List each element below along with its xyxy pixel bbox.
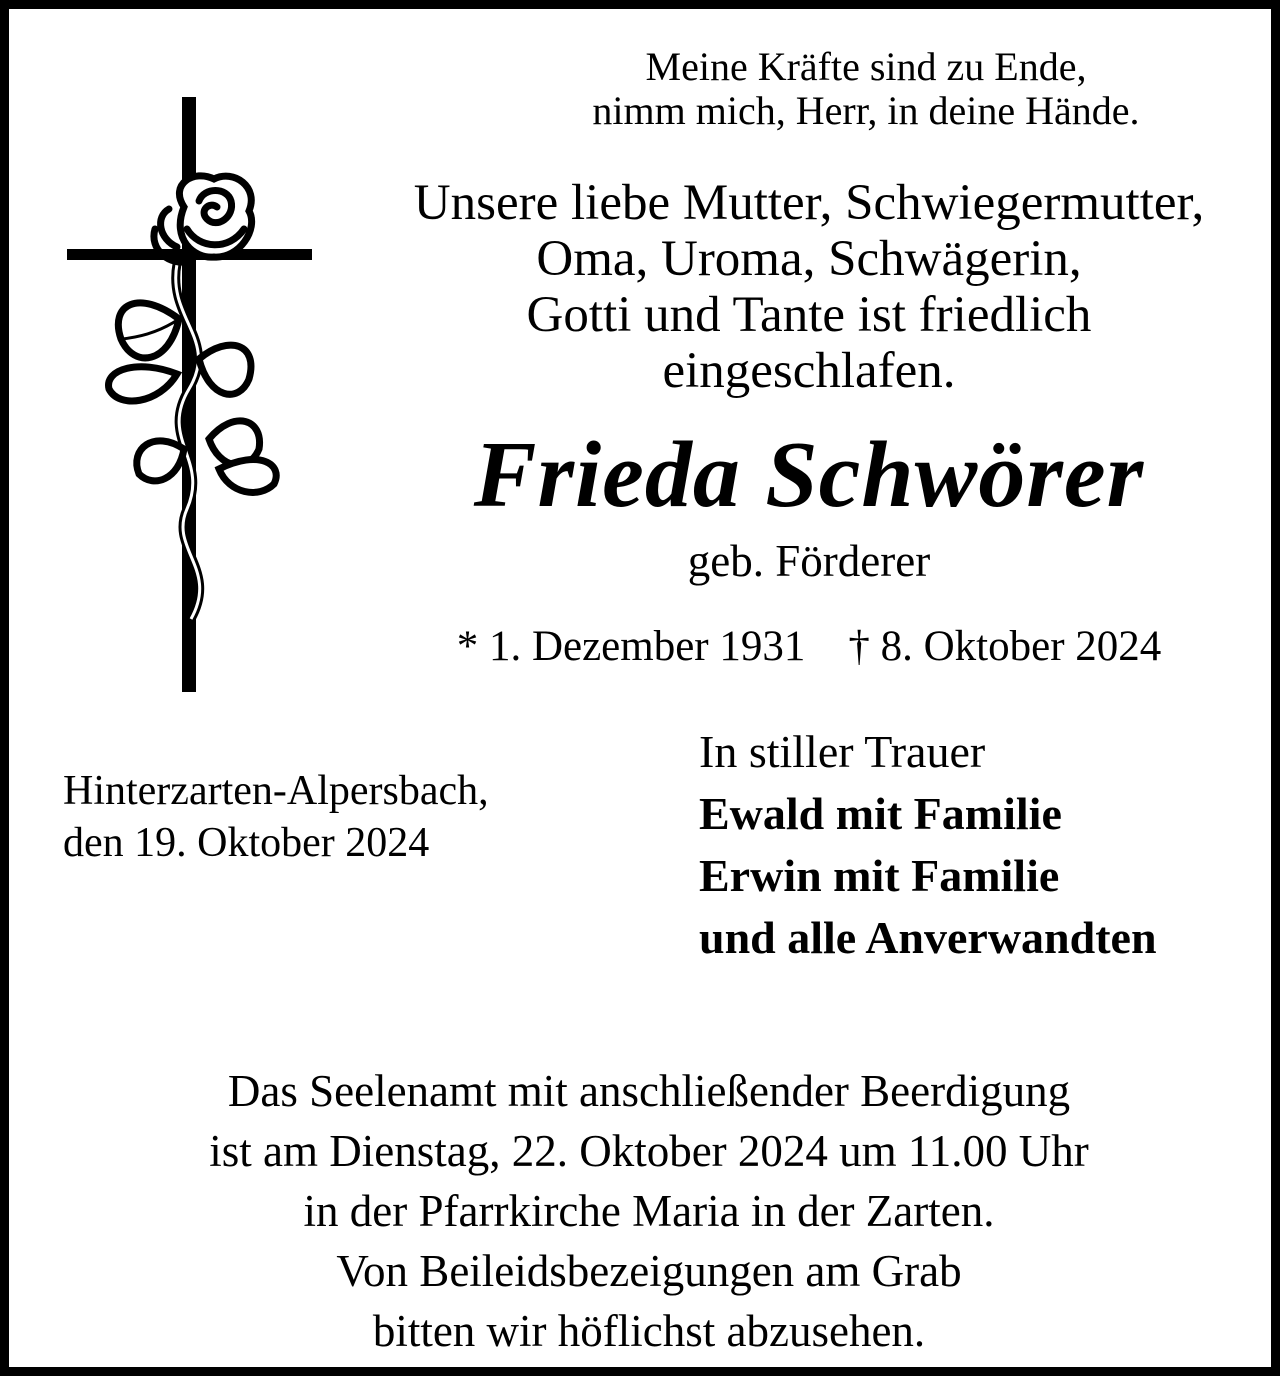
mourner-name: Erwin mit Familie	[699, 850, 1060, 901]
service-line: bitten wir höflichst abzusehen.	[372, 1306, 926, 1356]
intro-line: Gotti und Tante ist friedlich	[526, 287, 1092, 343]
mourner-name: Ewald mit Familie	[699, 788, 1062, 839]
date-line: den 19. Oktober 2024	[63, 820, 430, 866]
motto-line: nimm mich, Herr, in deine Hände.	[592, 88, 1140, 133]
place-and-date	[63, 765, 623, 869]
maiden-name: geb. Förderer	[687, 536, 931, 586]
motto-verse	[516, 45, 1216, 133]
deceased-name: Frieda Schwörer	[473, 423, 1145, 527]
service-notice	[49, 1061, 1249, 1361]
service-line: in der Pfarrkirche Maria in der Zarten.	[303, 1186, 995, 1236]
intro-line: Unsere liebe Mutter, Schwiegermutter,	[413, 175, 1205, 231]
mourning-heading: In stiller Trauer	[699, 726, 986, 777]
intro-text	[369, 175, 1249, 399]
mourners-block	[699, 721, 1259, 969]
service-line: Das Seelenamt mit anschließender Beerdigung	[227, 1066, 1071, 1116]
service-line: ist am Dienstag, 22. Oktober 2024 um 11.00 Uhr	[209, 1126, 1089, 1176]
life-dates: * 1. Dezember 1931 † 8. Oktober 2024	[456, 623, 1162, 670]
place-line: Hinterzarten-Alpersbach,	[63, 768, 489, 814]
cross-with-rose-icon	[59, 89, 319, 699]
intro-line: eingeschlafen.	[662, 343, 956, 399]
service-line: Von Beileidsbezeigungen am Grab	[336, 1246, 962, 1296]
intro-line: Oma, Uroma, Schwägerin,	[536, 231, 1082, 287]
motto-line: Meine Kräfte sind zu Ende,	[645, 44, 1087, 89]
mourner-name: und alle Anverwandten	[699, 912, 1157, 963]
